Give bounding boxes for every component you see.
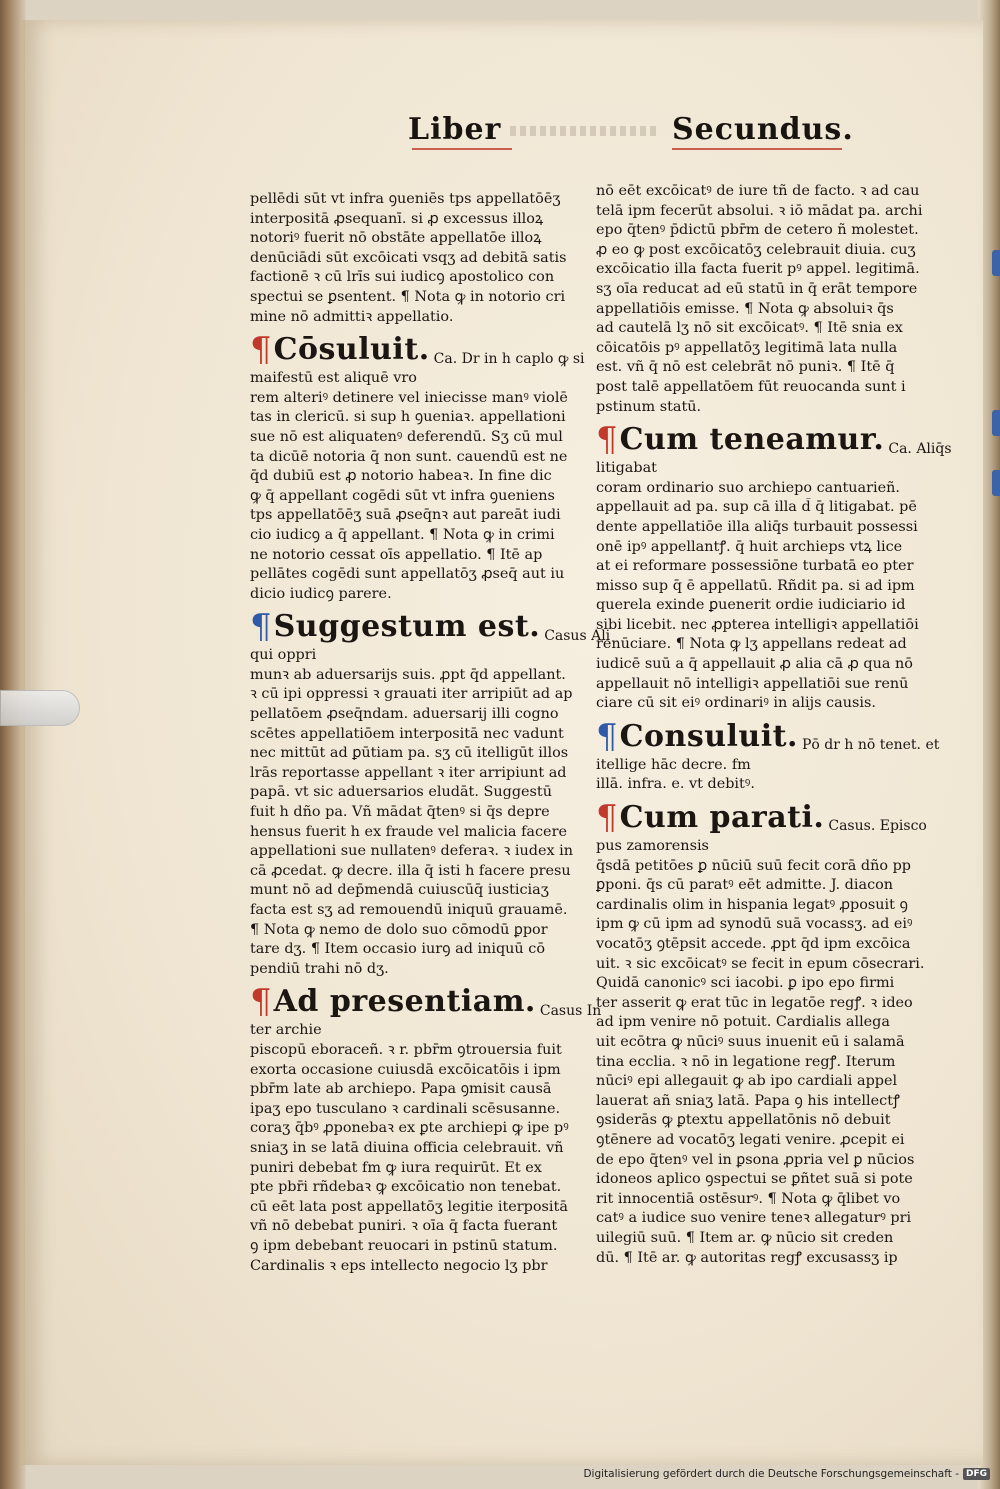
section-heading: Suggestum est. [273,609,541,645]
text-line: lauerat añ sniaʒ latā. Papa ꝯ his intellectꝭ [596,1092,900,1109]
text-line: uit. ꝛ sic excōicatꝰ se fecit in epum cōsecrari. [596,955,925,972]
text-line: tas in clericū. si sup h ꝯueniaꝛ. appellationi [250,409,566,426]
text-line: ꝑponi. q̄s cū paratꝰ eēt admitte. J. diacon [596,877,894,894]
text-line: exorta occasione cuiusdā excōicatōis i ipm [250,1061,561,1078]
pilcrow-icon: ¶ [250,330,272,371]
heading-tail-text: Casus Ali [544,627,611,644]
text-line: spectui se ꝑsentent. ¶ Nota ꝙ in notorio cri [250,288,566,305]
heading-tail-text: Ca. Dr in h caplo ꝙ si [433,350,585,367]
page-clip [0,690,80,726]
text-line: pbr̄m late ab archiepo. Papa ꝯmisit causā [250,1081,552,1098]
page-tab [992,250,1000,276]
page-tab [992,470,1000,496]
text-line: itellige hāc decre. fm [596,756,751,773]
text-line: q̄sdā petitōes ꝑ nūciū suū fecit corā dño pp [596,857,912,874]
text-line: facta est sʒ ad remouendū iniquū grauamē. [250,902,568,918]
text-line: pstinum statū. [596,398,702,415]
text-line: papā. vt sic aduersarios eludāt. Suggestū [250,784,552,801]
section-heading-line [250,604,611,648]
text-line: ꝙ q̄ appellant cogēdi sūt vt infra ꝯueniens [250,487,555,504]
text-line: notoriꝰ fuerit nō obstāte appellatōe illoꝝ [250,230,542,247]
text-line: munt nō ad dep̄mendā cuiuscūq̄ iusticiaʒ [250,882,549,899]
text-line: pus zamorensis [596,838,709,855]
text-line: tina ecclia. ꝛ nō in legatione regꝭ. Iterum [596,1053,896,1070]
text-line: ꝯtēnere ad vocatōʒ legati venire. ꝓcepit ei [596,1131,905,1148]
text-line: cōicatōis pꝰ appellatōʒ legitimā lata nulla [596,339,898,356]
text-line: uit ecōtra ꝙ nūciꝰ suus inuenit eū i salamā [596,1033,905,1050]
section-heading: Consuluit. [619,718,798,754]
text-line: pte pbr̄i rñdebaꝛ ꝙ excōicatio non tenebat. [250,1179,562,1196]
text-line: pendiū trahi nō dʒ. [250,960,389,977]
text-line: nūciꝰ epi allegauit ꝙ ab ipo cardiali appel [596,1073,898,1090]
digitization-footer [583,1468,990,1480]
text-line: est. vñ q̄ nō est celebrāt nō puniꝛ. ¶ Itē q̄ [596,359,895,376]
section-heading: Cōsuluit. [273,332,430,368]
text-line: nō eēt excōicatꝰ de iure tñ de facto. ꝛ ad cau [596,183,920,199]
dfg-logo: DFG [963,1468,990,1480]
text-line: litigabat [596,460,657,477]
text-line: Cardinalis ꝛ eps intellecto negocio lʒ pbr [250,1257,548,1274]
text-line: pellātes cogēdi sunt appellatōʒ ꝓseq̄ aut iu [250,566,565,583]
text-line: epo q̄tenꝰ p̄dictū pbr̄m de cetero ñ molestet. [596,222,919,239]
section-heading-line [596,417,952,461]
section-heading-line [250,979,602,1023]
heading-tail-text: Pō dr h nō tenet. et [801,737,940,754]
heading-tail-text: Ca. Aliq̄s [888,440,952,457]
text-line: ciare cū sit eiꝰ ordinariꝰ in alijs causis. [596,695,876,712]
text-line: denūciādi sūt excōicati vsqʒ ad debitā satis [250,249,567,266]
text-line: appellauit nō intelligiꝛ appellatiōi sue renū [596,675,909,692]
text-line: dente appellatiōe illa aliq̄s turbauit possessi [596,518,918,535]
text-line: piscopū eboraceñ. ꝛ r. pbr̄m ꝯtrouersia fuit [250,1041,562,1058]
section-heading: Cum teneamur. [619,422,885,458]
text-line: ꝯ ipm debebant reuocari in pstinū statum. [250,1237,558,1254]
text-line: factionē ꝛ cū lrīs sui iudicꝯ apostolico con [250,269,555,286]
text-line: rit innocentiā ostēsurꝰ. ¶ Nota ꝙ q̄libet vo [596,1190,901,1207]
text-line: post talē appellatōem fūt reuocanda sunt i [596,378,906,395]
text-line: nec mittūt ad ꝑūtiam pa. sʒ cū itelligūt illos [250,745,569,762]
text-line: onē ipꝰ appellantꝭ. q̄ huit archieps vtꝝ lice [596,538,903,555]
text-line: sibi licebit. nec ꝓpterea intelligiꝛ appellatiōi [596,616,919,633]
text-column-left [250,190,611,1276]
text-line: iudicē suū a q̄ appellauit ꝓ alia cā ꝓ qua nō [596,656,913,673]
text-line: idoneos aplico ꝯspectui se ꝑñtet suā si pote [596,1171,913,1188]
text-line: querela exinde ꝑuenerit ordie iudiciario id [596,597,906,614]
footer-credit: Digitalisierung gefördert durch die Deutsche Forschungsgemeinschaft - [583,1468,959,1480]
text-line: misso sup q̄ ē appellatū. Rñdit pa. si ad ipm [596,577,915,594]
text-line: ad cautelā lʒ nō sit excōicatꝰ. ¶ Itē snia ex [596,320,903,337]
text-line: ꝓ eo ꝙ post excōicatōʒ celebrauit diuia. cuʒ [596,241,916,258]
text-line: ipm ꝙ cū ipm ad synodū suā vocassʒ. ad eiꝰ [596,916,913,933]
text-line: scētes appellatiōem interpositā nec vadunt [250,725,564,742]
text-line: interpositā ꝓsequanī. si ꝓ excessus illoꝝ [250,210,544,227]
text-line: puniri debebat fm ꝙ iura requirūt. Et ex [250,1159,542,1176]
text-line: ne notorio cessat oīs appellatio. ¶ Itē ap [250,546,543,563]
text-line: cio iudicꝯ a q̄ appellant. ¶ Nota ꝙ in crimi [250,526,555,543]
text-line: appellationi sue nullatenꝰ deferaꝛ. ꝛ iudex in [250,843,574,860]
text-line: excōicatio illa facta fuerit pꝰ appel. legitimā. [596,261,920,278]
text-line: ipaʒ epo tusculano ꝛ cardinali scēsusanne. [250,1100,561,1117]
section-heading-line [250,327,585,371]
heading-tail-text: Casus. Episco [828,818,927,835]
text-line: illā. infra. e. vt debitꝰ. [596,776,755,793]
rubric-underline [412,148,512,150]
section-heading: Ad presentiam. [273,984,536,1020]
running-head-ornament [510,126,660,136]
running-head-right: Secundus. [672,112,854,147]
text-line: at ei reformare possessiōne turbatā eo pter [596,558,914,575]
text-line: dicio iudicꝯ parere. [250,585,392,602]
text-line: cardinalis olim in hispania legatꝰ ꝓposuit ꝯ [596,896,908,913]
text-line: cū eēt lata post appellatōʒ legitie iterpositā [250,1198,568,1215]
text-line: hensus fuerit h ex fraude vel malicia facere [250,823,567,840]
text-line: appellatiōis emisse. ¶ Nota ꝙ absoluiꝛ q̄s [596,300,894,317]
text-line: tare dʒ. ¶ Item occasio iurꝯ ad iniquū cō [250,941,545,958]
text-line: renūciare. ¶ Nota ꝙ lʒ appellans redeat ad [596,636,907,653]
text-line: coram ordinario suo archiepo cantuarieñ. [596,479,900,496]
text-line: tps appellatōēʒ suā ꝓseq̄nꝛ aut pareāt iudi [250,507,561,524]
heading-tail-text: Casus In [539,1002,602,1019]
section-heading: Cum parati. [619,800,825,836]
text-line: pellēdi sūt vt infra ꝯueniēs tps appellatōēʒ [250,191,561,207]
text-line: uilegiū suū. ¶ Item ar. ꝙ nūcio sit creden [596,1229,894,1246]
pilcrow-icon: ¶ [596,798,618,839]
running-head-left: Liber [408,112,502,147]
text-line: mine nō admittiꝛ appellatio. [250,308,454,325]
text-line: coraʒ q̄bꝰ ꝓponebaꝛ ex ꝑte archiepi ꝙ ipe pꝰ [250,1120,569,1137]
text-line: ter archie [250,1022,322,1039]
text-line: de epo q̄tenꝰ vel in ꝑsona ꝓpria vel ꝑ nūcios [596,1151,915,1168]
text-line: lrās reportasse appellant ꝛ iter arripiunt ad [250,764,567,781]
text-line: ꝛ cū ipi oppressi ꝛ grauati iter arripiūt ad ap [250,686,573,703]
text-line: appellauit ad pa. sup cā illa d̄ q̄ litigabat. pē [596,499,917,516]
pilcrow-icon: ¶ [596,716,618,757]
page-tab [992,410,1000,436]
pilcrow-icon: ¶ [250,607,272,648]
text-line: catꝰ a iudice suo venire teneꝛ allegaturꝰ pri [596,1210,912,1227]
section-heading-line [596,795,926,837]
text-line: vñ nō debebat puniri. ꝛ oīa q̄ facta fuerant [250,1218,558,1235]
text-line: q̄d dubiū est ꝓ notorio habeaꝛ. In fine dic [250,468,552,485]
text-line: qui oppri [250,647,317,664]
text-column-right [596,182,952,1268]
text-line: telā ipm fecerūt absolui. ꝛ iō mādat pa. archi [596,202,923,219]
text-line: rem alteriꝰ detinere vel iniecisse manꝰ violē [250,389,568,406]
text-line: fuit h dño pa. Vñ mādat q̄tenꝰ si q̄s depre [250,804,550,821]
text-line: dū. ¶ Itē ar. ꝙ autoritas regꝭ excusassʒ ip [596,1249,898,1266]
pilcrow-icon: ¶ [596,420,618,461]
text-line: sue nō est aliquatenꝰ deferendū. Sʒ cū mul [250,428,563,445]
text-line: sʒ oīa reducat ad eū statū in q̄ erāt tempore [596,280,918,297]
running-head [400,112,860,152]
text-line: maifestū est aliquē vro [250,370,417,387]
text-line: cā ꝓcedat. ꝙ decre. illa q̄ isti h facere presu [250,862,571,879]
text-line: sniaʒ in se latā diuina officia celebrauit. vñ [250,1139,564,1156]
text-line: pellatōem ꝓseq̄ndam. aduersarij illi cogno [250,706,559,723]
text-line: ter asserit ꝙ erat tūc in legatōe regꝭ. ꝛ ideo [596,994,913,1011]
text-line: Quidā canonicꝰ sci iacobi. ꝑ ipo epo firmi [596,975,895,992]
text-line: munꝛ ab aduersarijs suis. ꝓpt q̄d appellant. [250,666,566,683]
text-line: ad ipm venire nō potuit. Cardialis allega [596,1014,890,1031]
text-line: vocatōʒ ꝯtēpsit accede. ꝓpt q̄d ipm excōica [596,936,911,952]
section-heading-line [596,714,940,757]
text-line: ¶ Nota ꝙ nemo de dolo suo cōmodū ꝑpor [250,921,548,938]
rubric-underline [672,148,842,150]
text-line: ta dicūē notoria q̄ non sunt. cauendū est ne [250,448,568,465]
text-line: ꝯsiderās ꝙ ꝑtextu appellatōnis nō debuit [596,1112,891,1129]
pilcrow-icon: ¶ [250,982,272,1023]
